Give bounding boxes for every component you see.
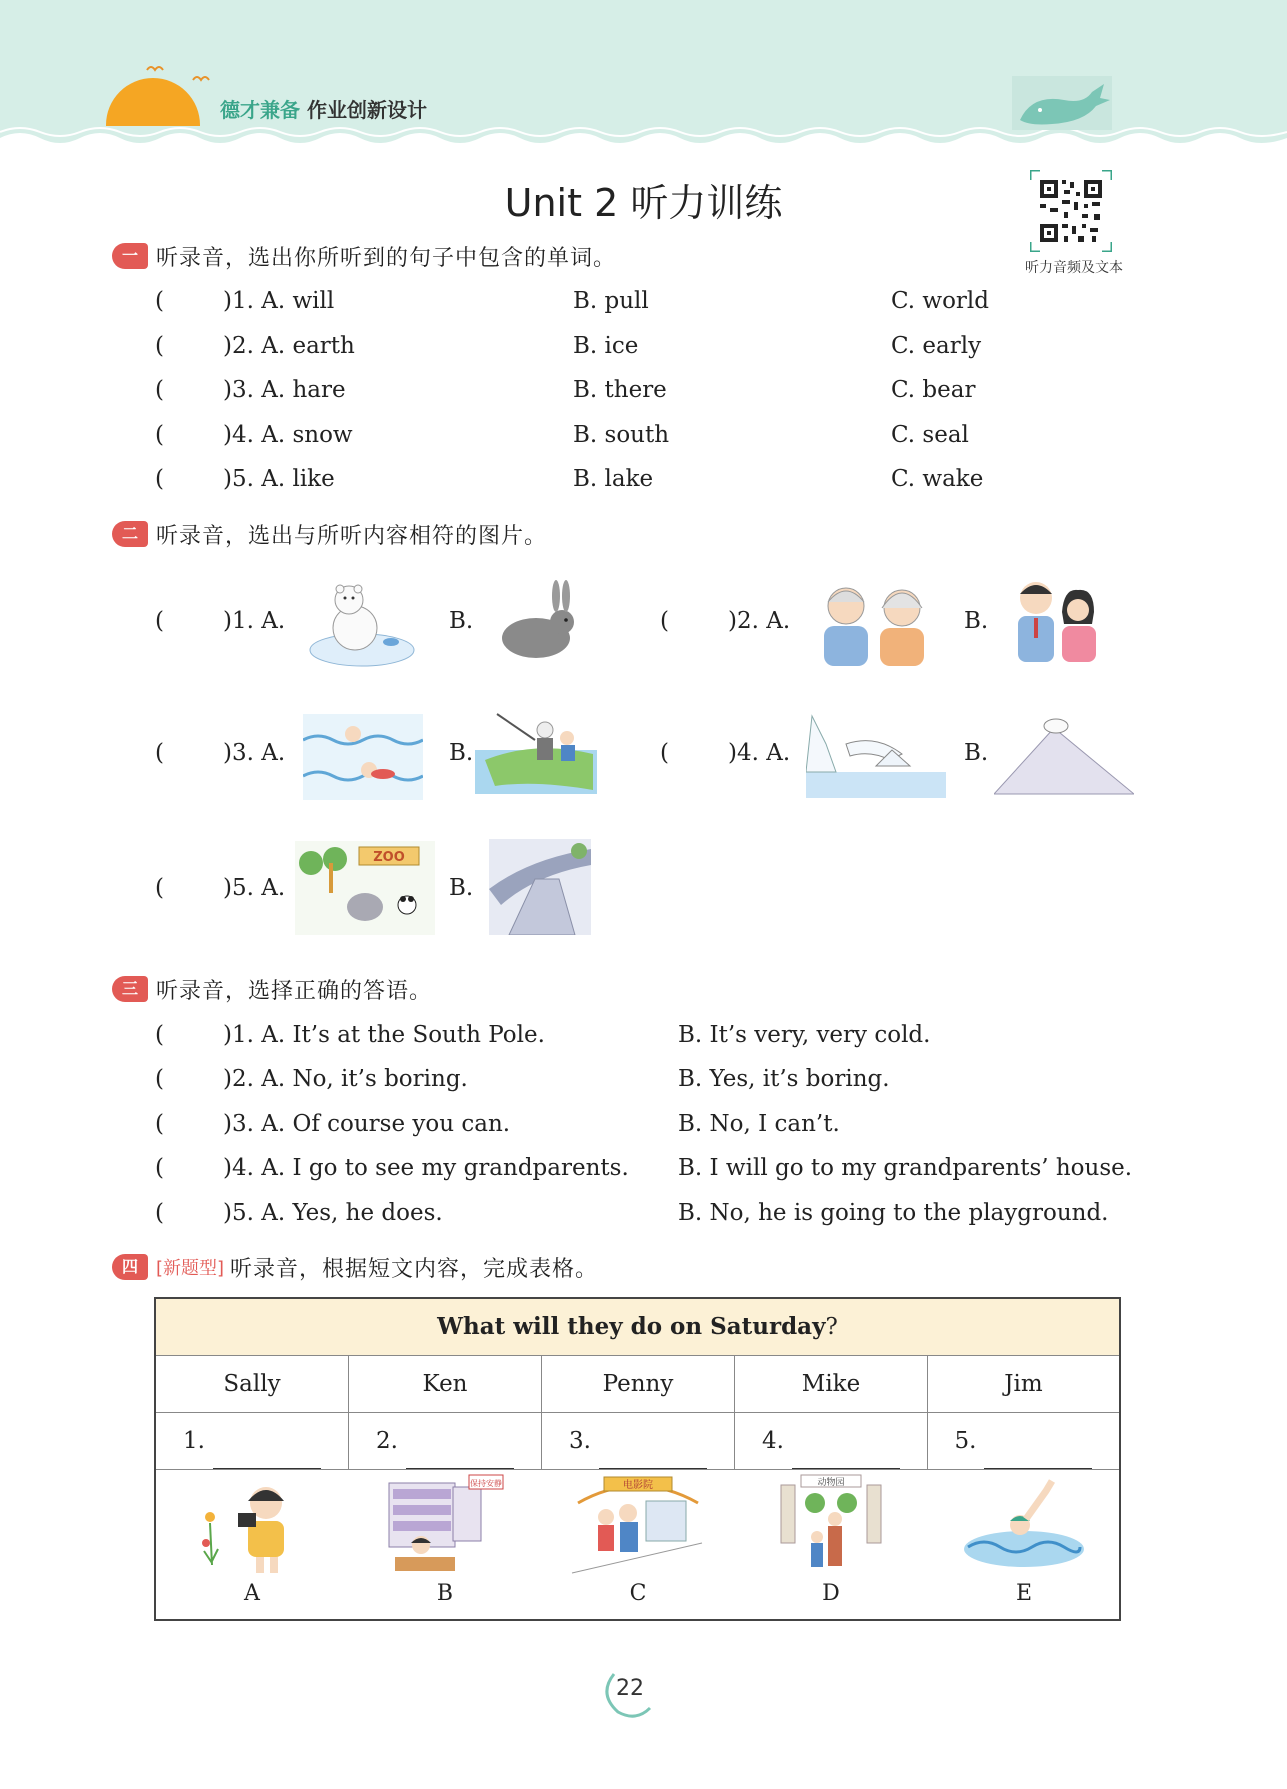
option-b-label: B. [449, 875, 474, 901]
swimming-picture[interactable] [303, 714, 423, 800]
page-header [0, 0, 1287, 150]
section-2-instruction: 听录音，选出与所听内容相符的图片。 [156, 523, 548, 549]
option-c: C. seal [891, 422, 969, 448]
option-letter: A [244, 1581, 260, 1606]
zoo-picture[interactable] [295, 841, 435, 935]
section-4-badge: 四 [112, 1254, 148, 1280]
answer-number: 5. [954, 1428, 977, 1454]
girl-photographing-picture [156, 1473, 348, 1577]
answer-paren[interactable]: ( [155, 875, 164, 901]
answer-paren[interactable]: ( [155, 288, 164, 314]
option-letter: B [436, 1581, 454, 1606]
library-reading-picture [349, 1473, 541, 1577]
option-a-label: )2. A. [728, 608, 791, 634]
cinema-picture [542, 1473, 734, 1577]
polar-bear-on-ice-picture[interactable] [307, 578, 417, 670]
option-a-label: )3. A. [223, 740, 286, 766]
saturday-plans-table [154, 1297, 1121, 1621]
option-letter: E [1015, 1581, 1033, 1606]
s2-question-5 [155, 845, 655, 935]
name-cell: Jim [1004, 1371, 1043, 1397]
option-a-label: )4. A. [728, 740, 791, 766]
option-b-label: B. [449, 608, 474, 634]
section-3-instruction: 听录音，选择正确的答语。 [156, 978, 433, 1004]
option-b: B. No, he is going to the playground. [678, 1200, 1109, 1226]
section-2-badge: 二 [112, 521, 148, 547]
section-1-instruction: 听录音，选出你所听到的句子中包含的单词。 [156, 245, 617, 271]
answer-paren[interactable]: ( [155, 740, 164, 766]
option-b-label: B. [449, 740, 474, 766]
great-wall-picture[interactable] [489, 839, 591, 935]
answer-blank[interactable] [984, 1444, 1092, 1469]
brand-green-text: 德才兼备 [220, 98, 300, 122]
option-c: C. bear [891, 377, 976, 403]
option-a-label: )5. A. [223, 875, 286, 901]
whale-icon [1012, 76, 1112, 130]
answer-blank[interactable] [599, 1444, 707, 1469]
snowy-mountain-picture[interactable] [994, 714, 1134, 798]
option-a: )5. A. like [223, 466, 335, 492]
option-a-picture[interactable] [156, 1473, 348, 1617]
section-3-badge: 三 [112, 976, 148, 1002]
option-d-picture[interactable] [735, 1473, 927, 1617]
cinema-sign-text: 电影院 [623, 1480, 653, 1491]
qr-code-icon[interactable] [1030, 170, 1112, 252]
name-cell: Sally [156, 1356, 349, 1412]
table-heading-text: What will they do on Saturday [437, 1313, 826, 1340]
option-b: B. south [573, 422, 670, 448]
option-a: )3. A. Of course you can. [223, 1111, 511, 1137]
answer-paren[interactable]: ( [155, 1022, 164, 1048]
answer-paren[interactable]: ( [155, 466, 164, 492]
s2-question-4 [660, 710, 1120, 800]
answer-cell [735, 1413, 928, 1469]
option-e-picture[interactable] [928, 1473, 1120, 1617]
answer-blank[interactable] [406, 1444, 514, 1469]
name-cell: Ken [349, 1356, 542, 1412]
table-heading [156, 1299, 1119, 1356]
option-b: B. there [573, 377, 667, 403]
answer-number: 1. [183, 1428, 205, 1454]
option-c: C. wake [891, 466, 984, 492]
brand-dark-text: 作业创新设计 [306, 98, 427, 122]
option-a: )3. A. hare [223, 377, 346, 403]
option-letter: D [822, 1581, 840, 1606]
option-b-picture[interactable] [349, 1473, 541, 1617]
answer-paren[interactable]: ( [155, 1111, 164, 1137]
answer-number: 4. [762, 1428, 784, 1454]
page-title: Unit 2 听力训练 [504, 181, 783, 225]
option-letter: C [629, 1581, 647, 1606]
option-b: B. ice [573, 333, 639, 359]
option-b: B. I will go to my grandparents’ house. [678, 1155, 1133, 1181]
answer-paren[interactable]: ( [155, 1066, 164, 1092]
zoo-gate-sign-text: 动物园 [817, 1478, 845, 1488]
name-cell: Penny [542, 1356, 735, 1412]
answer-cell [349, 1413, 542, 1469]
rabbit-picture[interactable] [490, 578, 585, 666]
page-number: 22 [616, 1676, 644, 1701]
answer-paren[interactable]: ( [155, 608, 164, 634]
birds-icon [145, 62, 215, 86]
fishing-picture[interactable] [475, 710, 597, 794]
name-cell: Mike [735, 1356, 928, 1412]
option-a: )2. A. No, it’s boring. [223, 1066, 468, 1092]
quiet-sign-text: 保持安静 [470, 1479, 502, 1488]
arctic-ice-picture[interactable] [806, 714, 946, 798]
section-3-header [112, 974, 432, 1004]
option-a: )5. A. Yes, he does. [223, 1200, 443, 1226]
grandparents-picture[interactable] [812, 578, 936, 670]
answer-cell [542, 1413, 735, 1469]
answer-paren[interactable]: ( [155, 422, 164, 448]
answer-blank[interactable] [792, 1444, 900, 1469]
section-4-instruction: 听录音，根据短文内容，完成表格。 [230, 1256, 599, 1282]
option-b-label: B. [964, 740, 989, 766]
brand-title [220, 94, 427, 123]
young-couple-picture[interactable] [1006, 572, 1106, 668]
option-b-label: B. [964, 608, 989, 634]
new-question-type-tag: [新题型] [156, 1258, 225, 1279]
option-a: )1. A. It’s at the South Pole. [223, 1022, 545, 1048]
option-a: )4. A. I go to see my grandparents. [223, 1155, 629, 1181]
zoo-sign-text: ZOO [373, 850, 405, 865]
option-a: )4. A. snow [223, 422, 353, 448]
option-c: C. world [891, 288, 990, 314]
answer-paren[interactable]: ( [155, 333, 164, 359]
option-a-label: )1. A. [223, 608, 286, 634]
row-divider [156, 1469, 1119, 1470]
qr-caption: 听力音频及文本 [1025, 260, 1123, 276]
option-c-picture[interactable] [542, 1473, 734, 1617]
answer-cell [928, 1413, 1119, 1469]
table-heading-mark: ? [825, 1314, 838, 1340]
answer-paren[interactable]: ( [660, 608, 669, 634]
answer-paren[interactable]: ( [155, 1200, 164, 1226]
answer-paren[interactable]: ( [660, 740, 669, 766]
section-2-header [112, 519, 547, 549]
s2-question-3 [155, 710, 655, 800]
section-1-header [112, 241, 616, 271]
section-1-badge: 一 [112, 243, 148, 269]
option-b: B. It’s very, very cold. [678, 1022, 931, 1048]
option-b: B. lake [573, 466, 654, 492]
answer-paren[interactable]: ( [155, 1155, 164, 1181]
option-a: )2. A. earth [223, 333, 355, 359]
s2-question-1 [155, 578, 655, 668]
option-b: B. pull [573, 288, 649, 314]
option-c: C. early [891, 333, 982, 359]
zoo-gate-picture [735, 1473, 927, 1577]
answer-paren[interactable]: ( [155, 377, 164, 403]
option-a: )1. A. will [223, 288, 335, 314]
swimmer-picture [928, 1473, 1120, 1577]
option-b: B. No, I can’t. [678, 1111, 840, 1137]
option-b: B. Yes, it’s boring. [678, 1066, 890, 1092]
answer-blank[interactable] [213, 1444, 321, 1469]
answer-number: 3. [569, 1428, 591, 1454]
s2-question-2 [660, 578, 1120, 668]
section-4-header [112, 1252, 598, 1282]
answer-cell [156, 1413, 349, 1469]
answer-number: 2. [376, 1428, 398, 1454]
